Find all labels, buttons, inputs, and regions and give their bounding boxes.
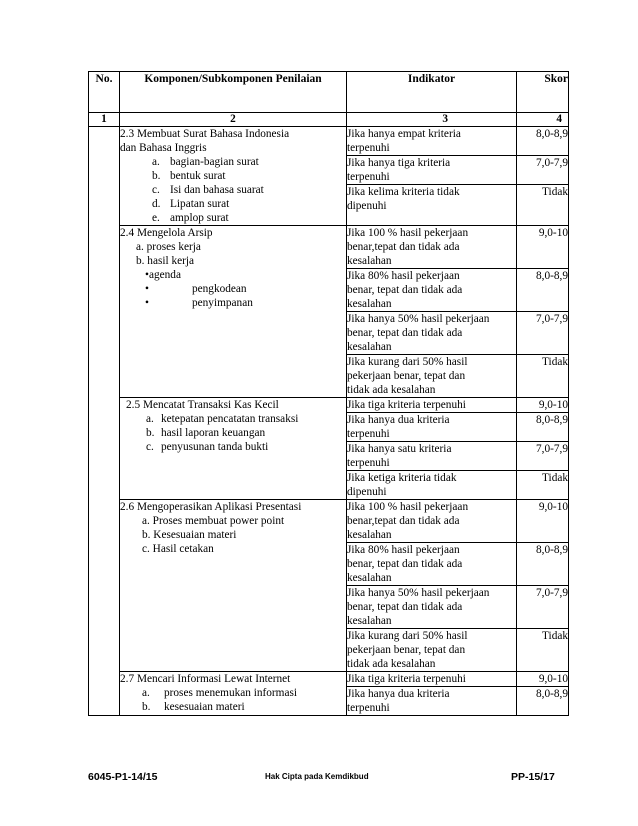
indikator-text: terpenuhi	[347, 457, 390, 469]
list-item	[120, 155, 346, 169]
list-item	[120, 686, 346, 700]
indikator-text: pekerjaan benar, tepat dan	[347, 370, 466, 382]
skor-cell: 9,0-10	[517, 398, 569, 413]
indikator-text: kesalahan	[347, 572, 392, 584]
indikator-cell	[347, 226, 517, 269]
indikator-text: Jika ketiga kriteria tidak	[347, 472, 457, 484]
bullet-icon: •	[145, 283, 149, 295]
indikator-text: benar,tepat dan tidak ada	[347, 515, 460, 527]
indikator-text: terpenuhi	[347, 142, 390, 154]
indikator-text: Jika 100 % hasil pekerjaan	[347, 227, 469, 239]
list-text: hasil laporan keuangan	[161, 427, 266, 439]
list-text: ketepatan pencatatan transaksi	[161, 413, 299, 425]
list-item	[120, 183, 346, 197]
indikator-text: Jika hanya empat kriteria	[347, 128, 461, 140]
indikator-cell	[347, 586, 517, 629]
indikator-cell	[347, 413, 517, 442]
skor-cell: 7,0-7,9	[517, 586, 569, 629]
no-cell	[89, 127, 120, 716]
list-item	[126, 440, 346, 454]
indikator-text: dipenuhi	[347, 200, 387, 212]
column-number: 3	[347, 113, 517, 127]
list-label: a.	[142, 687, 150, 699]
column-number: 2	[120, 113, 347, 127]
list-item	[120, 211, 346, 225]
indikator-cell	[347, 442, 517, 471]
list-item: b. Kesesuaian materi	[142, 529, 237, 541]
indikator-cell	[347, 687, 517, 716]
komponen-cell	[120, 500, 347, 672]
list-text: bentuk surat	[170, 170, 226, 182]
table-row	[89, 398, 569, 413]
indikator-text: Jika hanya satu kriteria	[347, 443, 452, 455]
section-title: dan Bahasa Inggris	[120, 142, 207, 154]
assessment-rubric-table	[88, 71, 569, 716]
footer-doc-code: 6045-P1-14/15	[88, 771, 158, 783]
skor-cell: 8,0-8,9	[517, 127, 569, 156]
bullet-text: pengkodean	[192, 283, 247, 295]
header-komponen: Komponen/Subkomponen Penilaian	[120, 72, 347, 113]
indikator-cell	[347, 500, 517, 543]
bullet-item	[120, 282, 346, 296]
list-text: penyusunan tanda bukti	[161, 441, 269, 453]
list-text: kesesuaian materi	[164, 701, 245, 713]
indikator-text: dipenuhi	[347, 486, 387, 498]
list-item: a. Proses membuat power point	[142, 515, 285, 527]
skor-cell: 8,0-8,9	[517, 413, 569, 442]
indikator-text: benar,tepat dan tidak ada	[347, 241, 460, 253]
list-text: proses menemukan informasi	[164, 687, 298, 699]
list-item	[120, 197, 346, 211]
list-item: a. proses kerja	[136, 241, 201, 253]
section-title: 2.6 Mengoperasikan Aplikasi Presentasi	[120, 501, 302, 513]
indikator-cell	[347, 312, 517, 355]
indikator-text: Jika kurang dari 50% hasil	[347, 356, 468, 368]
list-label: a.	[152, 156, 160, 168]
indikator-text: kesalahan	[347, 298, 392, 310]
indikator-text: Jika kurang dari 50% hasil	[347, 630, 468, 642]
footer-copyright: Hak Cipta pada Kemdikbud	[265, 772, 369, 781]
column-number: 4	[517, 113, 569, 127]
bullet-item	[120, 296, 346, 310]
bullet-icon: •	[145, 297, 149, 309]
indikator-cell	[347, 156, 517, 185]
section-title: 2.7 Mencari Informasi Lewat Internet	[120, 673, 291, 685]
indikator-text: Jika 100 % hasil pekerjaan	[347, 501, 469, 513]
table-row	[89, 226, 569, 269]
list-item: c. Hasil cetakan	[142, 543, 214, 555]
list-label: b.	[152, 170, 161, 182]
header-skor: Skor	[517, 72, 569, 113]
section-title: 2.5 Mencatat Transaksi Kas Kecil	[126, 399, 279, 411]
indikator-text: Jika hanya tiga kriteria	[347, 157, 451, 169]
indikator-text: Jika 80% hasil pekerjaan	[347, 544, 460, 556]
indikator-text: kesalahan	[347, 529, 392, 541]
header-row	[89, 72, 569, 113]
indikator-text: kesalahan	[347, 255, 392, 267]
list-label: c.	[152, 184, 160, 196]
list-label: a.	[146, 413, 154, 425]
indikator-text: kesalahan	[347, 615, 392, 627]
skor-cell: 9,0-10	[517, 226, 569, 269]
indikator-text: benar, tepat dan tidak ada	[347, 601, 463, 613]
bullet-item	[120, 268, 346, 282]
indikator-text: Jika hanya 50% hasil pekerjaan	[347, 587, 490, 599]
list-item	[120, 700, 346, 714]
list-text: Lipatan surat	[170, 198, 230, 210]
skor-cell: 7,0-7,9	[517, 312, 569, 355]
skor-cell: Tidak	[517, 185, 569, 226]
skor-cell: 9,0-10	[517, 672, 569, 687]
skor-cell: Tidak	[517, 355, 569, 398]
table-row	[89, 127, 569, 156]
skor-cell: 7,0-7,9	[517, 156, 569, 185]
skor-cell: 8,0-8,9	[517, 687, 569, 716]
section-title: 2.3 Membuat Surat Bahasa Indonesia	[120, 128, 290, 140]
bullet-text: agenda	[148, 269, 181, 281]
skor-cell: 9,0-10	[517, 500, 569, 543]
section-title: 2.4 Mengelola Arsip	[120, 227, 213, 239]
indikator-text: tidak ada kesalahan	[347, 384, 436, 396]
list-label: c.	[146, 441, 154, 453]
header-indikator: Indikator	[347, 72, 517, 113]
list-text: bagian-bagian surat	[170, 156, 259, 168]
indikator-cell	[347, 543, 517, 586]
indikator-text: Jika hanya dua kriteria	[347, 414, 450, 426]
list-text: Isi dan bahasa suarat	[170, 184, 264, 196]
komponen-cell	[120, 127, 347, 226]
indikator-text: Jika 80% hasil pekerjaan	[347, 270, 460, 282]
column-number-row	[89, 113, 569, 127]
header-no: No.	[89, 72, 120, 113]
list-label: e.	[152, 212, 160, 224]
list-item: b. hasil kerja	[136, 255, 195, 267]
komponen-cell	[120, 226, 347, 398]
skor-cell: 7,0-7,9	[517, 442, 569, 471]
indikator-cell	[347, 355, 517, 398]
indikator-text: terpenuhi	[347, 702, 390, 714]
indikator-text: pekerjaan benar, tepat dan	[347, 644, 466, 656]
list-label: d.	[152, 198, 161, 210]
list-label: b.	[146, 427, 155, 439]
indikator-text: kesalahan	[347, 341, 392, 353]
skor-cell: 8,0-8,9	[517, 543, 569, 586]
indikator-text: Jika kelima kriteria tidak	[347, 186, 460, 198]
column-number: 1	[89, 113, 120, 127]
indikator-cell	[347, 629, 517, 672]
indikator-text: benar, tepat dan tidak ada	[347, 284, 463, 296]
skor-cell: Tidak	[517, 629, 569, 672]
footer-page-number: PP-15/17	[511, 771, 555, 783]
indikator-cell	[347, 185, 517, 226]
list-label: b.	[142, 701, 151, 713]
indikator-text: benar, tepat dan tidak ada	[347, 558, 463, 570]
indikator-cell	[347, 127, 517, 156]
indikator-cell	[347, 672, 517, 687]
komponen-cell	[120, 672, 347, 716]
list-item	[126, 412, 346, 426]
komponen-cell	[120, 398, 347, 500]
skor-cell: Tidak	[517, 471, 569, 500]
table-row	[89, 672, 569, 687]
list-item	[120, 169, 346, 183]
indikator-text: Jika hanya dua kriteria	[347, 688, 450, 700]
indikator-text: terpenuhi	[347, 428, 390, 440]
indikator-cell	[347, 398, 517, 413]
indikator-cell	[347, 471, 517, 500]
bullet-icon: •	[145, 269, 149, 281]
indikator-cell	[347, 269, 517, 312]
indikator-text: benar, tepat dan tidak ada	[347, 327, 463, 339]
indikator-text: tidak ada kesalahan	[347, 658, 436, 670]
list-item	[126, 426, 346, 440]
list-text: amplop surat	[170, 212, 229, 224]
indikator-text: Jika hanya 50% hasil pekerjaan	[347, 313, 490, 325]
table-row	[89, 500, 569, 543]
indikator-text: terpenuhi	[347, 171, 390, 183]
indikator-text: Jika tiga kriteria terpenuhi	[347, 673, 466, 685]
bullet-text: penyimpanan	[192, 297, 253, 309]
skor-cell: 8,0-8,9	[517, 269, 569, 312]
indikator-text: Jika tiga kriteria terpenuhi	[347, 399, 466, 411]
